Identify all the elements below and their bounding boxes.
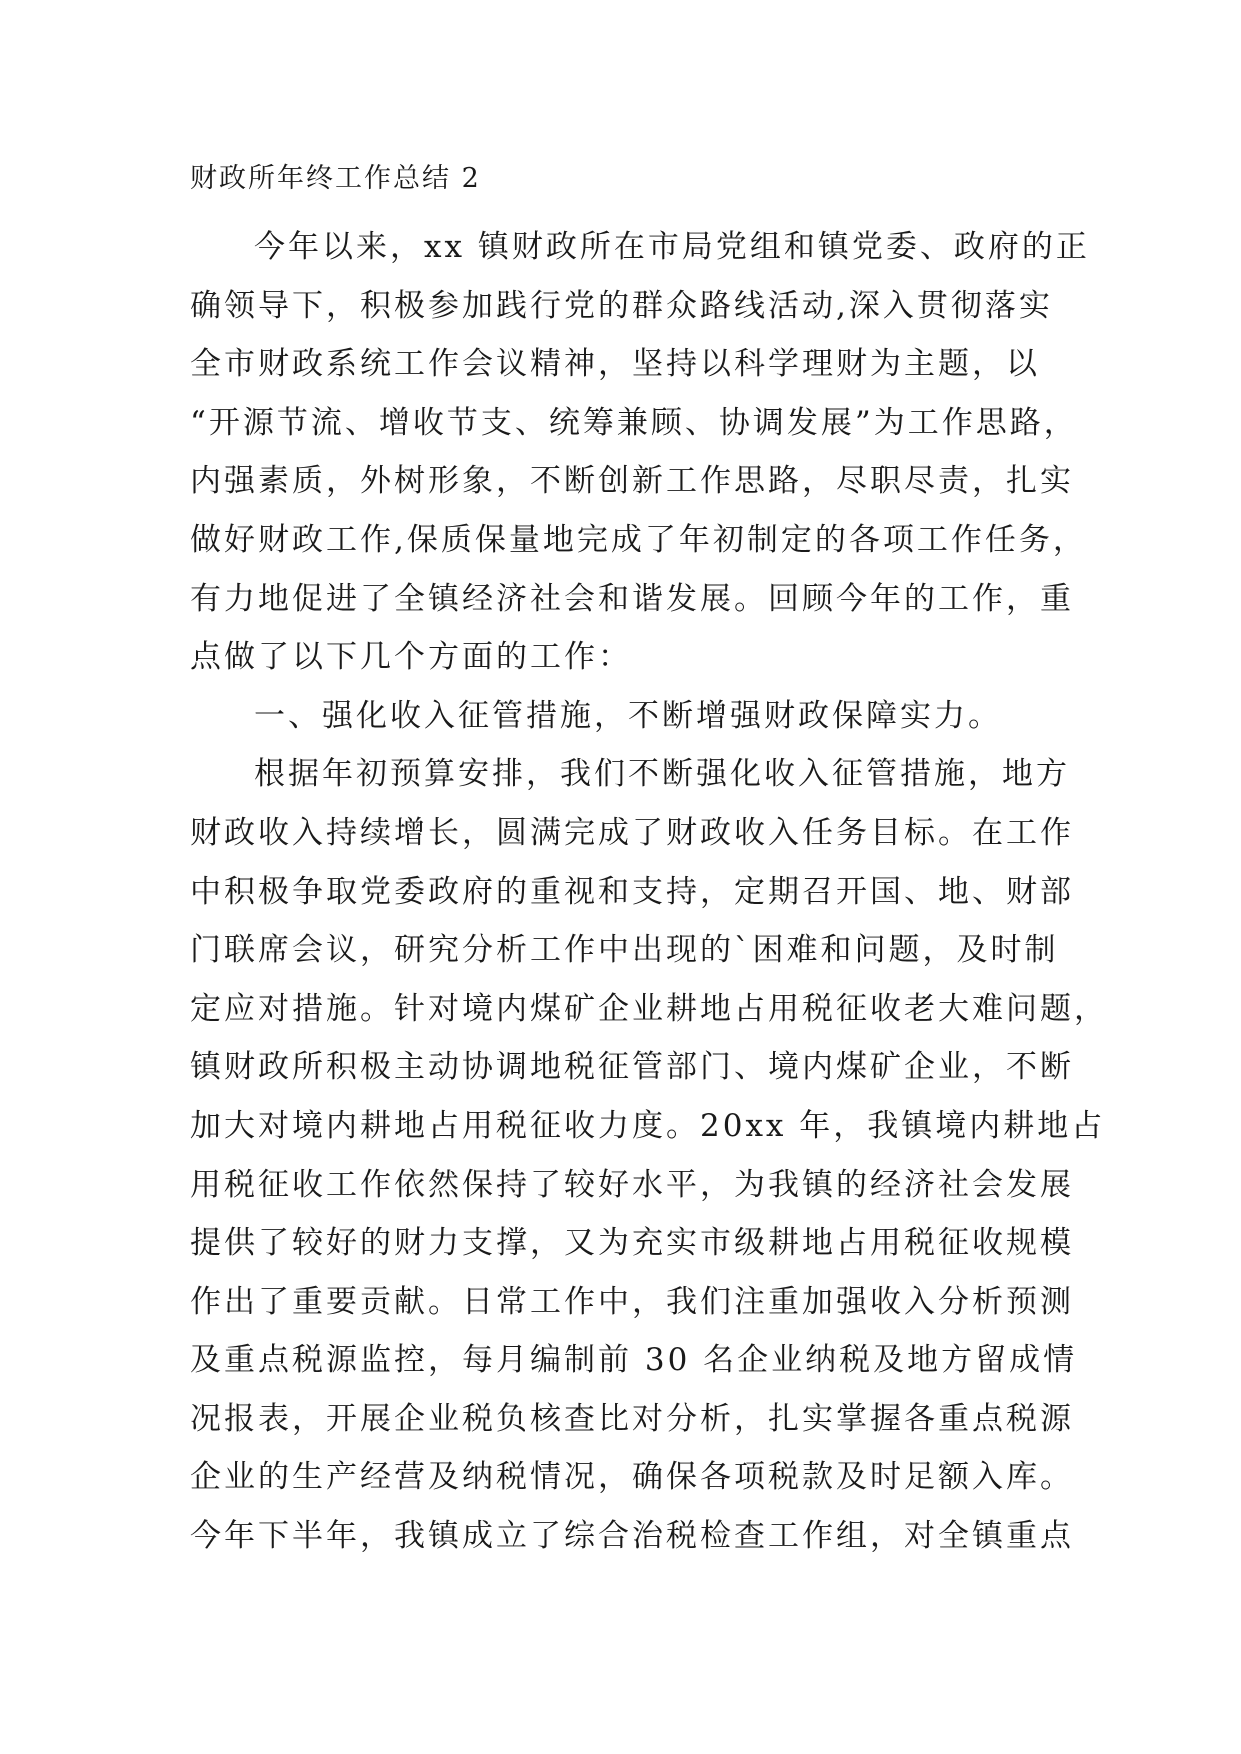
text-line: 确领导下，积极参加践行党的群众路线活动,深入贯彻落实 xyxy=(190,287,1053,324)
document-page xyxy=(190,150,1108,1566)
text-line: 有力地促进了全镇经济社会和谐发展。回顾今年的工作，重 xyxy=(190,580,1074,617)
text-line: 内强素质，外树形象，不断创新工作思路，尽职尽责，扎实 xyxy=(190,463,1074,500)
document-body xyxy=(190,218,1108,1566)
text-line: 门联席会议，研究分析工作中出现的`困难和问题，及时制 xyxy=(190,932,1059,969)
text-line: 财政收入持续增长，圆满完成了财政收入任务目标。在工作 xyxy=(190,814,1074,851)
text-line: 定应对措施。针对境内煤矿企业耕地占用税征收老大难问题， xyxy=(190,990,1108,1027)
text-line: 一、强化收入征管措施，不断增强财政保障实力。 xyxy=(254,697,1002,734)
text-line: 中积极争取党委政府的重视和支持，定期召开国、地、财部 xyxy=(190,873,1074,910)
text-line: 用税征收工作依然保持了较好水平，为我镇的经济社会发展 xyxy=(190,1166,1074,1203)
text-line: 点做了以下几个方面的工作： xyxy=(190,639,632,676)
text-line: 今年下半年，我镇成立了综合治税检查工作组，对全镇重点 xyxy=(190,1518,1074,1555)
text-line: 作出了重要贡献。日常工作中，我们注重加强收入分析预测 xyxy=(190,1283,1074,1320)
text-line: 况报表，开展企业税负核查比对分析，扎实掌握各重点税源 xyxy=(190,1400,1074,1437)
text-line: “开源节流、增收节支、统筹兼顾、协调发展”为工作思路， xyxy=(190,404,1078,441)
text-line: 提供了较好的财力支撑，又为充实市级耕地占用税征收规模 xyxy=(190,1225,1074,1262)
document-title: 财政所年终工作总结 2 xyxy=(190,163,481,194)
text-line: 企业的生产经营及纳税情况，确保各项税款及时足额入库。 xyxy=(190,1459,1074,1496)
text-line: 今年以来，xx 镇财政所在市局党组和镇党委、政府的正 xyxy=(254,229,1090,265)
text-line: 镇财政所积极主动协调地税征管部门、境内煤矿企业，不断 xyxy=(190,1049,1074,1086)
text-line: 及重点税源监控，每月编制前 30 名企业纳税及地方留成情 xyxy=(190,1342,1078,1379)
text-line: 全市财政系统工作会议精神，坚持以科学理财为主题，以 xyxy=(190,346,1040,383)
text-line: 做好财政工作,保质保量地完成了年初制定的各项工作任务， xyxy=(190,521,1087,558)
text-line: 根据年初预算安排，我们不断强化收入征管措施，地方 xyxy=(254,756,1070,793)
text-line: 加大对境内耕地占用税征收力度。20xx 年，我镇境内耕地占 xyxy=(190,1107,1106,1144)
